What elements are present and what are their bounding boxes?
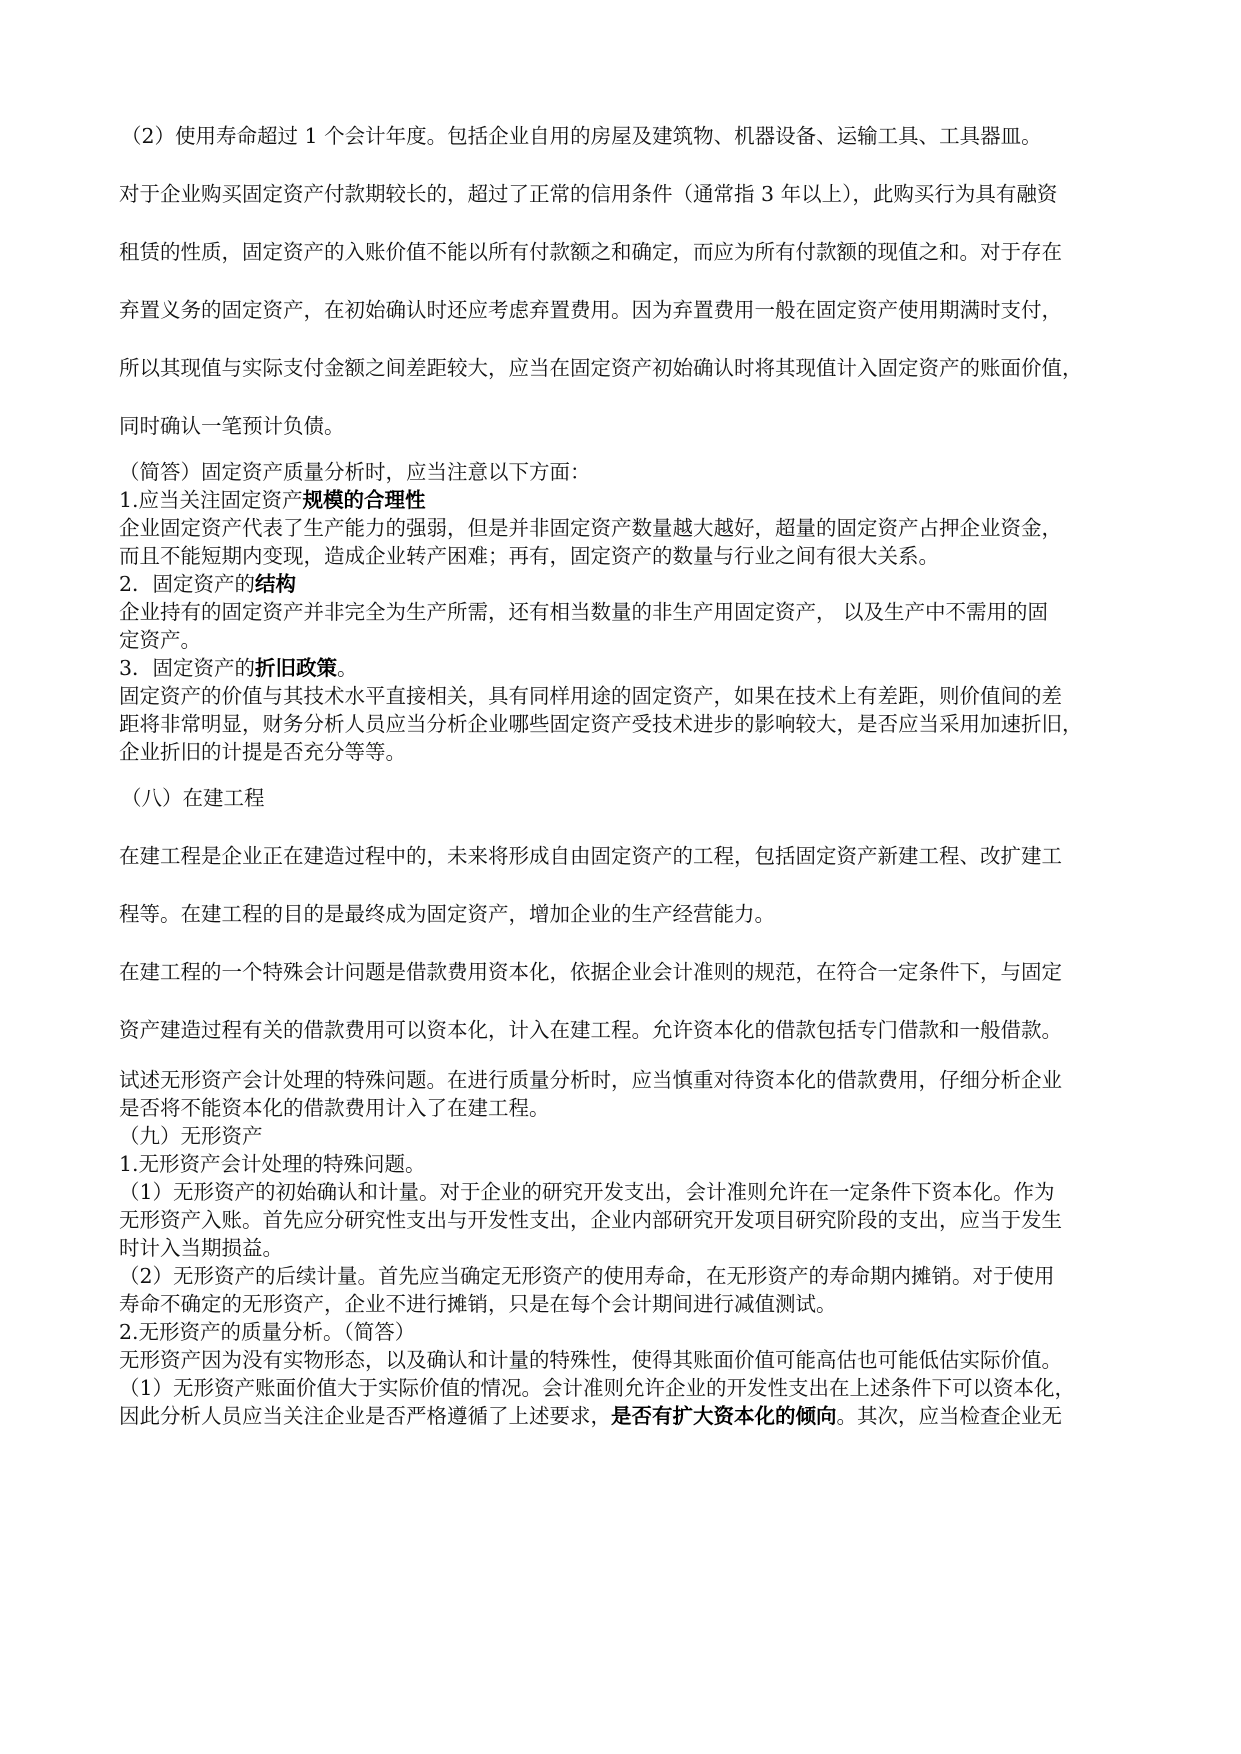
paragraph-text: 因此分析人员应当关注企业是否严格遵循了上述要求， bbox=[119, 1404, 611, 1428]
bold-key-term: 折旧政策 bbox=[255, 656, 338, 680]
paragraph-text: 。其次，应当检查企业无 bbox=[836, 1404, 1062, 1428]
bold-key-term: 结构 bbox=[255, 572, 297, 596]
paragraph-line: 租赁的性质，固定资产的入账价值不能以所有付款额之和确定，而应为所有付款额的现值之和。对于存在 bbox=[119, 240, 1062, 264]
paragraph-line: 寿命不确定的无形资产，企业不进行摊销，只是在每个会计期间进行减值测试。 bbox=[119, 1292, 837, 1316]
bold-key-term: 规模的合理性 bbox=[302, 488, 426, 512]
list-item-heading bbox=[119, 486, 1127, 514]
question-heading: （简答）固定资产质量分析时，应当注意以下方面： bbox=[119, 460, 591, 484]
paragraph-line: 是否将不能资本化的借款费用计入了在建工程。 bbox=[119, 1096, 550, 1120]
paragraph-line: 所以其现值与实际支付金额之间差距较大，应当在固定资产初始确认时将其现值计入固定资产的账面价值， bbox=[119, 356, 1083, 380]
paragraph-line bbox=[119, 1402, 1127, 1430]
section-heading: （九）无形资产 bbox=[119, 1124, 263, 1148]
paragraph-line: 同时确认一笔预计负债。 bbox=[119, 414, 345, 438]
paragraph-line: （2）使用寿命超过 1 个会计年度。包括企业自用的房屋及建筑物、机器设备、运输工具、工具器皿。 bbox=[121, 124, 1042, 148]
paragraph-line: 在建工程是企业正在建造过程中的，未来将形成自由固定资产的工程，包括固定资产新建工程、改扩建工 bbox=[119, 844, 1062, 868]
paragraph-line: 对于企业购买固定资产付款期较长的，超过了正常的信用条件（通常指 3 年以上），此购买行为具有融资 bbox=[119, 182, 1058, 206]
paragraph-line: （1）无形资产账面价值大于实际价值的情况。会计准则允许企业的开发性支出在上述条件下可以资本化， bbox=[119, 1376, 1076, 1400]
paragraph-line: 弃置义务的固定资产，在初始确认时还应考虑弃置费用。因为弃置费用一般在固定资产使用期满时支付， bbox=[119, 298, 1062, 322]
paragraph-line: 距将非常明显，财务分析人员应当分析企业哪些固定资产受技术进步的影响较大，是否应当采用加速折旧， bbox=[119, 712, 1083, 736]
paragraph-line: 固定资产的价值与其技术水平直接相关，具有同样用途的固定资产，如果在技术上有差距，则价值间的差 bbox=[119, 684, 1062, 708]
paragraph-line: 时计入当期损益。 bbox=[119, 1236, 283, 1260]
paragraph-line: 试述无形资产会计处理的特殊问题。在进行质量分析时，应当慎重对待资本化的借款费用，仔细分析企业 bbox=[119, 1068, 1062, 1092]
section-heading: （八）在建工程 bbox=[121, 786, 265, 810]
paragraph-line: （1）无形资产的初始确认和计量。对于企业的研究开发支出，会计准则允许在一定条件下资本化。作为 bbox=[119, 1180, 1055, 1204]
heading-text: 1.应当关注固定资产 bbox=[119, 488, 303, 512]
paragraph-line: 程等。在建工程的目的是最终成为固定资产，增加企业的生产经营能力。 bbox=[119, 902, 775, 926]
heading-text: 。 bbox=[337, 656, 358, 680]
paragraph-line: （2）无形资产的后续计量。首先应当确定无形资产的使用寿命，在无形资产的寿命期内摊销。对于使用 bbox=[119, 1264, 1055, 1288]
paragraph-line: 企业持有的固定资产并非完全为生产所需，还有相当数量的非生产用固定资产， 以及生产中不需用的固 bbox=[119, 600, 1049, 624]
paragraph-line: 定资产。 bbox=[119, 628, 201, 652]
paragraph-line: 企业固定资产代表了生产能力的强弱，但是并非固定资产数量越大越好，超量的固定资产占押企业资金， bbox=[119, 516, 1062, 540]
heading-text: 3．固定资产的 bbox=[119, 656, 256, 680]
paragraph-line: 企业折旧的计提是否充分等等。 bbox=[119, 740, 406, 764]
paragraph-line: 在建工程的一个特殊会计问题是借款费用资本化，依据企业会计准则的规范，在符合一定条件下，与固定 bbox=[119, 960, 1062, 984]
paragraph-line: 资产建造过程有关的借款费用可以资本化，计入在建工程。允许资本化的借款包括专门借款和一般借款。 bbox=[119, 1018, 1062, 1042]
list-item-heading bbox=[119, 654, 1127, 682]
bold-key-term: 是否有扩大资本化的倾向 bbox=[611, 1404, 837, 1428]
heading-text: 2．固定资产的 bbox=[119, 572, 256, 596]
list-item-heading: 2.无形资产的质量分析。（简答） bbox=[119, 1320, 416, 1344]
paragraph-line: 无形资产因为没有实物形态，以及确认和计量的特殊性，使得其账面价值可能高估也可能低估实际价值。 bbox=[119, 1348, 1062, 1372]
list-item-heading: 1.无形资产会计处理的特殊问题。 bbox=[119, 1152, 426, 1176]
paragraph-line: 无形资产入账。首先应分研究性支出与开发性支出，企业内部研究开发项目研究阶段的支出，应当于发生 bbox=[119, 1208, 1062, 1232]
list-item-heading bbox=[119, 570, 1127, 598]
paragraph-line: 而且不能短期内变现，造成企业转产困难；再有，固定资产的数量与行业之间有很大关系。 bbox=[119, 544, 939, 568]
